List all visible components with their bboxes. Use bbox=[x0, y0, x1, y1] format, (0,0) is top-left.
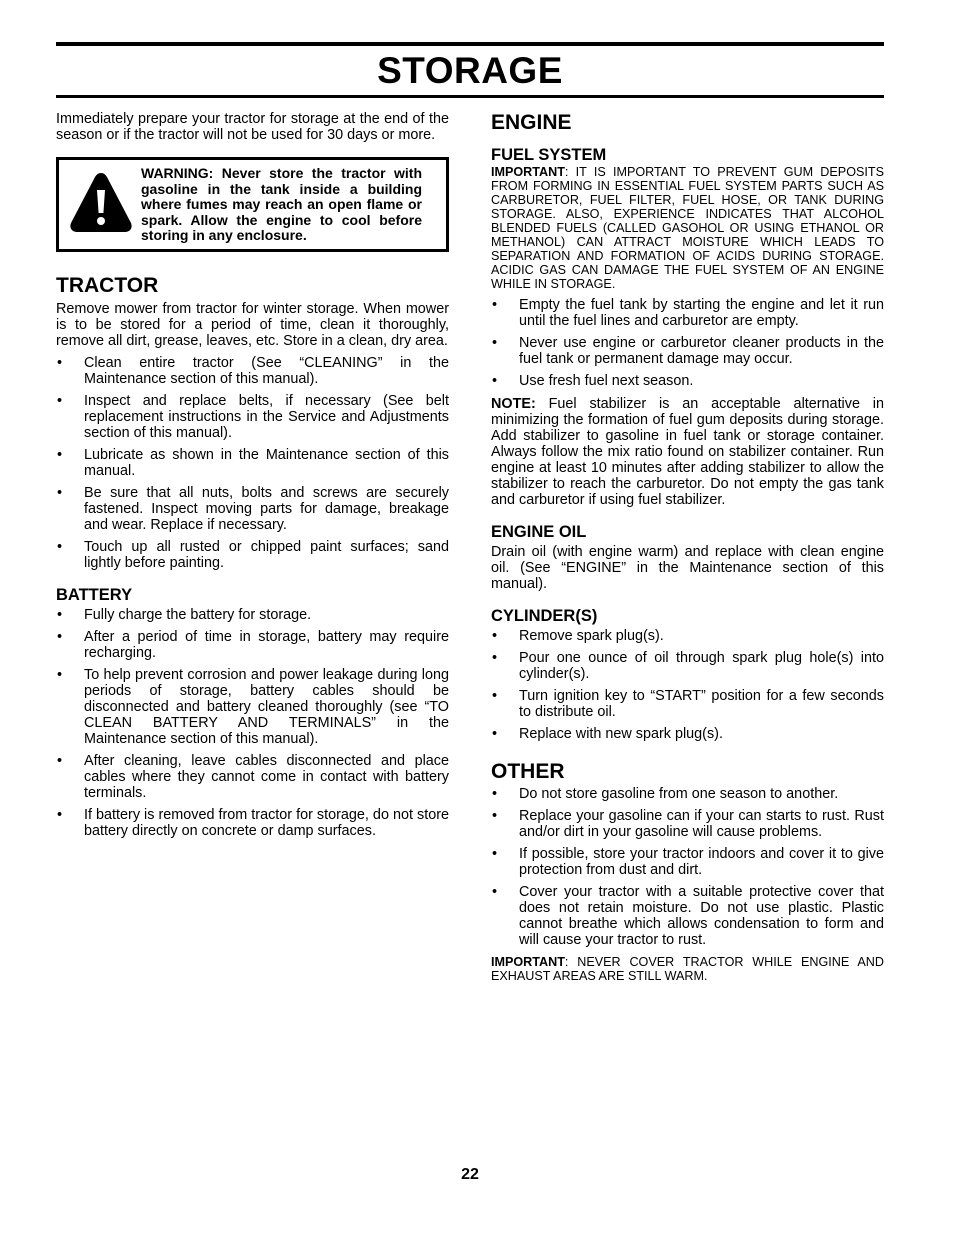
list-item: • Never use engine or carburetor cleaner products in the fuel tank or permanent damage may occur. bbox=[491, 335, 884, 367]
other-list bbox=[491, 786, 884, 948]
note-label: NOTE: bbox=[491, 396, 536, 412]
list-item: • Lubricate as shown in the Maintenance section of this manual. bbox=[56, 447, 449, 479]
important-label: IMPORTANT bbox=[491, 165, 565, 179]
list-item: • Cover your tractor with a suitable protective cover that does not retain moisture. Do not use plastic. Plastic cannot breathe which allows condensation to form and will cause your tractor to rust. bbox=[491, 884, 884, 948]
list-item: • To help prevent corrosion and power leakage during long periods of storage, battery cables should be disconnected and battery cleaned thoroughly (see “TO CLEAN BATTERY AND TERMINALS” in the Maintenance section of this manual). bbox=[56, 667, 449, 747]
intro-paragraph: Immediately prepare your tractor for storage at the end of the season or if the tractor will not be used for 30 days or more. bbox=[56, 111, 449, 143]
list-item: • Do not store gasoline from one season to another. bbox=[491, 786, 884, 802]
cylinders-heading: CYLINDER(S) bbox=[491, 607, 598, 625]
list-item: • If possible, store your tractor indoors and cover it to give protection from dust and dirt. bbox=[491, 846, 884, 878]
battery-heading: BATTERY bbox=[56, 586, 133, 604]
right-column bbox=[491, 111, 884, 983]
tractor-list bbox=[56, 355, 449, 571]
title-underline bbox=[56, 95, 884, 98]
list-item: • Replace with new spark plug(s). bbox=[491, 726, 884, 742]
list-item: • Fully charge the battery for storage. bbox=[56, 607, 449, 623]
fuel-system-important bbox=[491, 165, 884, 291]
list-item: • Empty the fuel tank by starting the engine and let it run until the fuel lines and carburetor are empty. bbox=[491, 297, 884, 329]
list-item: • After cleaning, leave cables disconnected and place cables where they cannot come in contact with battery terminals. bbox=[56, 753, 449, 801]
fuel-system-heading: FUEL SYSTEM bbox=[491, 146, 607, 164]
other-heading: OTHER bbox=[491, 760, 565, 783]
warning-exclamation-icon bbox=[68, 170, 134, 234]
page-title: STORAGE bbox=[377, 50, 563, 91]
important-text: : IT IS IMPORTANT TO PREVENT GUM DEPOSITS FROM FORMING IN ESSENTIAL FUEL SYSTEM PARTS SUCH AS CARBURETOR, FUEL FILTER, FUEL HOSE, OR TANK DURING STORAGE. ALSO, EXPERIENCE INDICATES THAT ALCOHOL BLENDED FUELS (CALLED GASOHOL OR USING ETHANOL OR METHANOL) CAN ATTRACT MOISTURE WHICH LEADS TO SEPARATION AND FORMATION OF ACIDS DURING STORAGE. ACIDIC GAS CAN DAMAGE THE FUEL SYSTEM OF AN ENGINE WHILE IN STORAGE. bbox=[491, 165, 884, 291]
fuel-system-list bbox=[491, 297, 884, 389]
engine-oil-body: Drain oil (with engine warm) and replace with clean engine oil. (See “ENGINE” in the Maintenance section of this manual). bbox=[491, 544, 884, 592]
left-column bbox=[56, 111, 449, 839]
battery-list bbox=[56, 607, 449, 839]
list-item: • Turn ignition key to “START” position for a few seconds to distribute oil. bbox=[491, 688, 884, 720]
list-item: • Pour one ounce of oil through spark plug hole(s) into cylinder(s). bbox=[491, 650, 884, 682]
engine-oil-heading: ENGINE OIL bbox=[491, 523, 587, 541]
tractor-intro: Remove mower from tractor for winter storage. When mower is to be stored for a period of time, clean it thoroughly, remove all dirt, grease, leaves, etc. Store in a clean, dry area. bbox=[56, 301, 449, 349]
list-item: • Inspect and replace belts, if necessary (See belt replacement instructions in the Service and Adjustments section of this manual). bbox=[56, 393, 449, 441]
important-text: : NEVER COVER TRACTOR WHILE ENGINE AND EXHAUST AREAS ARE STILL WARM. bbox=[491, 955, 884, 983]
list-item: • Remove spark plug(s). bbox=[491, 628, 884, 644]
warning-text: WARNING: Never store the tractor with gasoline in the tank inside a building where fumes may reach an open flame or spark. Allow the engine to cool before storing in any enclosure. bbox=[141, 165, 422, 244]
list-item: • After a period of time in storage, battery may require recharging. bbox=[56, 629, 449, 661]
page-number: 22 bbox=[461, 1166, 479, 1183]
list-item: • Replace your gasoline can if your can starts to rust. Rust and/or dirt in your gasoline will cause problems. bbox=[491, 808, 884, 840]
other-important bbox=[491, 955, 884, 983]
important-label: IMPORTANT bbox=[491, 955, 565, 969]
fuel-stabilizer-note bbox=[491, 396, 884, 508]
list-item: • Clean entire tractor (See “CLEANING” in the Maintenance section of this manual). bbox=[56, 355, 449, 387]
cylinders-list bbox=[491, 628, 884, 742]
note-text: Fuel stabilizer is an acceptable alternative in minimizing the formation of fuel gum deposits during storage. Add stabilizer to gasoline in fuel tank or storage container. Always follow the mix ratio found on stabilizer container. Run engine at least 10 minutes after adding stabilizer to allow the stabilizer to reach the carburetor. Do not empty the gas tank and carburetor if using fuel stabilizer. bbox=[491, 396, 884, 508]
list-item: • Use fresh fuel next season. bbox=[491, 373, 884, 389]
list-item: • Be sure that all nuts, bolts and screws are securely fastened. Inspect moving parts for damage, breakage and wear. Replace if necessary. bbox=[56, 485, 449, 533]
engine-heading: ENGINE bbox=[491, 111, 572, 134]
list-item: • Touch up all rusted or chipped paint surfaces; sand lightly before painting. bbox=[56, 539, 449, 571]
list-item: • If battery is removed from tractor for storage, do not store battery directly on concrete or damp surfaces. bbox=[56, 807, 449, 839]
tractor-heading: TRACTOR bbox=[56, 274, 159, 297]
warning-box bbox=[56, 157, 449, 252]
